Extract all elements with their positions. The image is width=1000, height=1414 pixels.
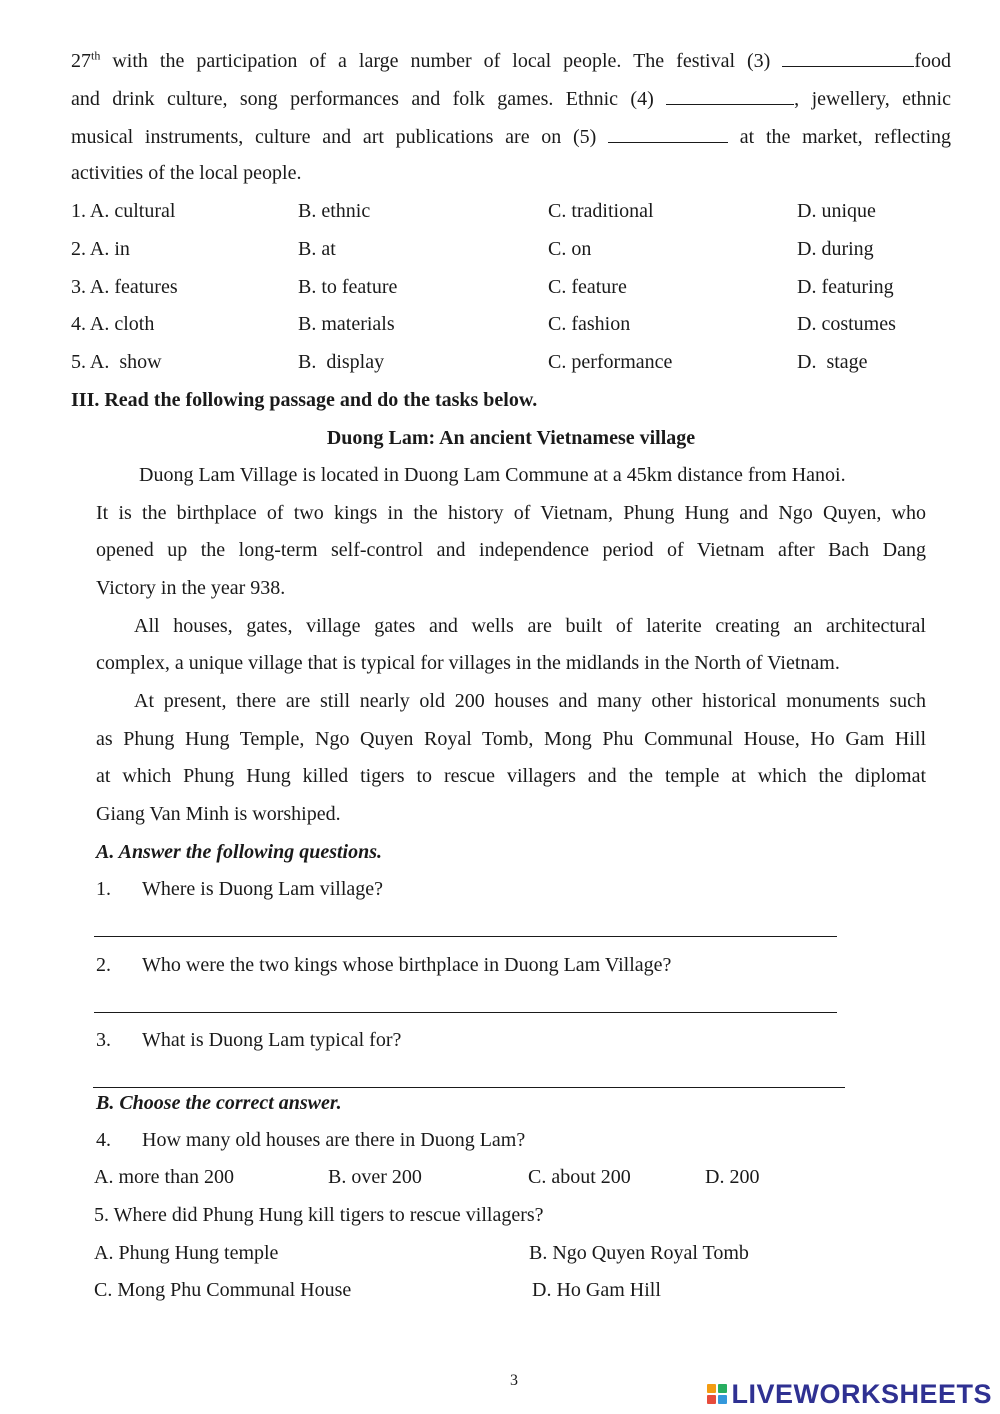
logo-square-4 <box>718 1395 727 1404</box>
option-3a[interactable]: 3. A. features <box>71 276 178 298</box>
q5-option-a[interactable]: A. Phung Hung temple <box>94 1242 279 1264</box>
part-a-heading: A. Answer the following questions. <box>96 841 382 863</box>
part-b-heading: B. Choose the correct answer. <box>96 1092 342 1114</box>
question-2-text: Who were the two kings whose birthplace in Duong Lam Village? <box>142 954 672 976</box>
option-4c[interactable]: C. fashion <box>548 313 631 335</box>
option-3b[interactable]: B. to feature <box>298 276 398 298</box>
para3-line-4: Giang Van Minh is worshiped. <box>96 803 341 825</box>
para2-line-1: All houses, gates, village gates and wells are built of laterite creating an architectural <box>134 615 926 637</box>
q5-option-d[interactable]: D. Ho Gam Hill <box>532 1279 661 1301</box>
option-5c[interactable]: C. performance <box>548 351 673 373</box>
answer-line-3[interactable] <box>93 1087 845 1088</box>
option-5d[interactable]: D. stage <box>797 351 868 373</box>
logo-square-1 <box>707 1384 716 1393</box>
liveworksheets-logo[interactable] <box>707 1374 992 1414</box>
passage-title: Duong Lam: An ancient Vietnamese village <box>326 427 696 449</box>
para1-line-1: Duong Lam Village is located in Duong Lam Commune at a 45km distance from Hanoi. <box>139 464 846 486</box>
option-5a[interactable]: 5. A. show <box>71 351 162 373</box>
option-5b[interactable]: B. display <box>298 351 385 373</box>
question-1-number: 1. <box>96 878 111 900</box>
logo-square-2 <box>718 1384 727 1393</box>
page-number: 3 <box>510 1372 518 1389</box>
option-4d[interactable]: D. costumes <box>797 313 896 335</box>
option-1c[interactable]: C. traditional <box>548 200 654 222</box>
question-3-number: 3. <box>96 1029 111 1051</box>
para3-line-3: at which Phung Hung killed tigers to rescue villagers and the temple at which the diplomat <box>96 765 926 787</box>
liveworksheets-grid-icon <box>707 1384 727 1404</box>
passage-line-3: musical instruments, culture and art publications are on (5) at the market, reflecting <box>71 126 951 148</box>
option-3d[interactable]: D. featuring <box>797 276 894 298</box>
option-1b[interactable]: B. ethnic <box>298 200 371 222</box>
option-2b[interactable]: B. at <box>298 238 336 260</box>
option-2d[interactable]: D. during <box>797 238 874 260</box>
para3-line-1: At present, there are still nearly old 200 houses and many other historical monuments such <box>134 690 926 712</box>
para2-line-2: complex, a unique village that is typical for villages in the midlands in the North of Vietnam. <box>96 652 840 674</box>
question-2-number: 2. <box>96 954 111 976</box>
answer-line-1[interactable] <box>94 936 837 937</box>
passage-line-2: and drink culture, song performances and folk games. Ethnic (4) , jewellery, ethnic <box>71 88 951 110</box>
q4-option-d[interactable]: D. 200 <box>705 1166 760 1188</box>
q4-option-c[interactable]: C. about 200 <box>528 1166 631 1188</box>
para3-line-2: as Phung Hung Temple, Ngo Quyen Royal Tomb, Mong Phu Communal House, Ho Gam Hill <box>96 728 926 750</box>
logo-text: LIVEWORKSHEETS <box>731 1378 992 1409</box>
option-1d[interactable]: D. unique <box>797 200 876 222</box>
option-2c[interactable]: C. on <box>548 238 592 260</box>
blank-4[interactable] <box>666 86 794 105</box>
answer-line-2[interactable] <box>94 1012 837 1013</box>
option-4a[interactable]: 4. A. cloth <box>71 313 155 335</box>
q5-option-c[interactable]: C. Mong Phu Communal House <box>94 1279 352 1301</box>
question-5-text: 5. Where did Phung Hung kill tigers to rescue villagers? <box>94 1204 544 1226</box>
question-4-number: 4. <box>96 1129 111 1151</box>
blank-3[interactable] <box>782 48 914 67</box>
para1-line-4: Victory in the year 938. <box>96 577 286 599</box>
passage-line-1: 27th with the participation of a large number of local people. The festival (3) food <box>71 48 952 72</box>
option-1a[interactable]: 1. A. cultural <box>71 200 176 222</box>
option-4b[interactable]: B. materials <box>298 313 395 335</box>
passage-line-4: activities of the local people. <box>71 162 302 184</box>
q5-option-b[interactable]: B. Ngo Quyen Royal Tomb <box>529 1242 749 1264</box>
logo-square-3 <box>707 1395 716 1404</box>
q4-option-a[interactable]: A. more than 200 <box>94 1166 234 1188</box>
blank-5[interactable] <box>608 124 728 143</box>
section-heading: III. Read the following passage and do the tasks below. <box>71 389 538 411</box>
q4-option-b[interactable]: B. over 200 <box>328 1166 422 1188</box>
question-4-text: How many old houses are there in Duong Lam? <box>142 1129 526 1151</box>
option-2a[interactable]: 2. A. in <box>71 238 130 260</box>
para1-line-3: opened up the long-term self-control and independence period of Vietnam after Bach Dang <box>96 539 926 561</box>
question-1-text: Where is Duong Lam village? <box>142 878 384 900</box>
question-3-text: What is Duong Lam typical for? <box>142 1029 402 1051</box>
para1-line-2: It is the birthplace of two kings in the history of Vietnam, Phung Hung and Ngo Quyen, who <box>96 502 926 524</box>
option-3c[interactable]: C. feature <box>548 276 627 298</box>
